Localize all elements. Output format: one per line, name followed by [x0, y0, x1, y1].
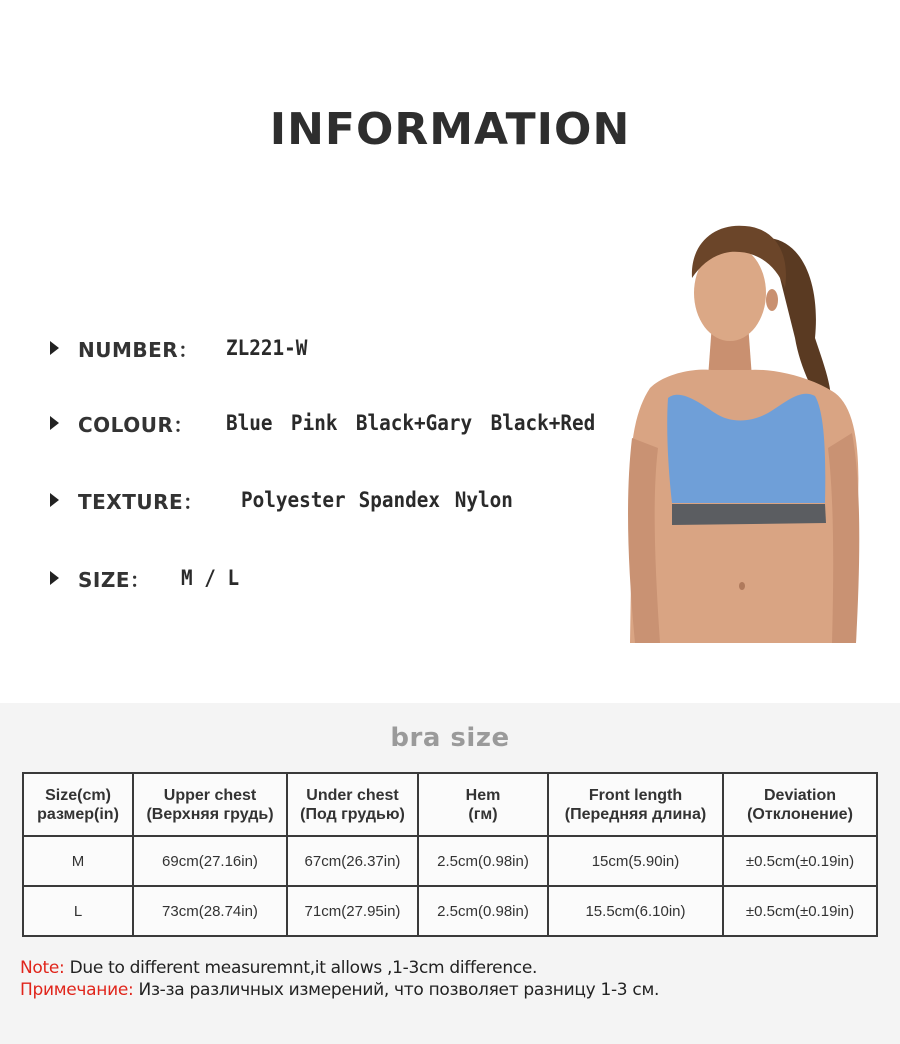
page-title: INFORMATION: [269, 104, 631, 155]
colour-label: COLOUR：: [78, 412, 194, 437]
colour-black-gary: Black+Gary: [355, 411, 473, 435]
bra-size-title: bra size: [390, 723, 510, 753]
info-number-row: [50, 333, 315, 363]
number-label: NUMBER：: [78, 337, 199, 362]
header-front-length: Front length (Передняя длина): [548, 773, 723, 836]
cell-under-chest: 71cm(27.95in): [287, 886, 418, 936]
cell-size: L: [23, 886, 133, 936]
table-row: [23, 836, 877, 886]
cell-upper-chest: 73cm(28.74in): [133, 886, 287, 936]
bra-size-section: [0, 703, 900, 1044]
cell-under-chest: 67cm(26.37in): [287, 836, 418, 886]
texture-polyester: Polyester: [241, 488, 346, 512]
cell-deviation: ±0.5cm(±0.19in): [723, 836, 877, 886]
table-header-row: [23, 773, 877, 836]
size-table: [22, 772, 878, 937]
table-row: [23, 886, 877, 936]
arrow-right-icon: [50, 416, 59, 430]
note-russian: [20, 980, 659, 1000]
header-upper-chest: Upper chest (Верхняя грудь): [133, 773, 287, 836]
header-under-chest: Under chest (Под грудью): [287, 773, 418, 836]
cell-front-length: 15.5cm(6.10in): [548, 886, 723, 936]
note-label-ru: Примечание:: [20, 980, 134, 1000]
note-text: Due to different measuremnt,it allows ,1-3cm difference.: [64, 958, 538, 978]
number-value: ZL221-W: [226, 336, 308, 360]
colour-pink: Pink: [290, 411, 338, 435]
arrow-right-icon: [50, 341, 59, 355]
info-colour-row: [50, 408, 627, 438]
cell-front-length: 15cm(5.90in): [548, 836, 723, 886]
colour-blue: Blue: [226, 411, 273, 435]
note-english: [20, 958, 537, 978]
colour-black-red: Black+Red: [490, 411, 596, 435]
header-deviation: Deviation (Отклонение): [723, 773, 877, 836]
model-photo: [620, 218, 870, 643]
colour-values: [226, 411, 595, 435]
cell-hem: 2.5cm(0.98in): [418, 886, 548, 936]
info-size-row: [50, 563, 244, 593]
cell-hem: 2.5cm(0.98in): [418, 836, 548, 886]
cell-upper-chest: 69cm(27.16in): [133, 836, 287, 886]
arrow-right-icon: [50, 493, 59, 507]
cell-size: M: [23, 836, 133, 886]
size-label: SIZE：: [78, 567, 151, 592]
texture-label: TEXTURE：: [78, 489, 204, 514]
note-label: Note:: [20, 958, 65, 978]
texture-spandex: Spandex: [358, 488, 441, 512]
texture-nylon: Nylon: [454, 488, 513, 512]
arrow-right-icon: [50, 571, 59, 585]
cell-deviation: ±0.5cm(±0.19in): [723, 886, 877, 936]
size-value: M / L: [181, 566, 240, 590]
note-text-ru: Из-за различных измерений, что позволяет разницу 1-3 см.: [133, 980, 660, 1000]
header-size: Size(cm) размер(in): [23, 773, 133, 836]
texture-values: [241, 488, 513, 512]
header-hem: Hem (гм): [418, 773, 548, 836]
info-texture-row: [50, 485, 537, 515]
